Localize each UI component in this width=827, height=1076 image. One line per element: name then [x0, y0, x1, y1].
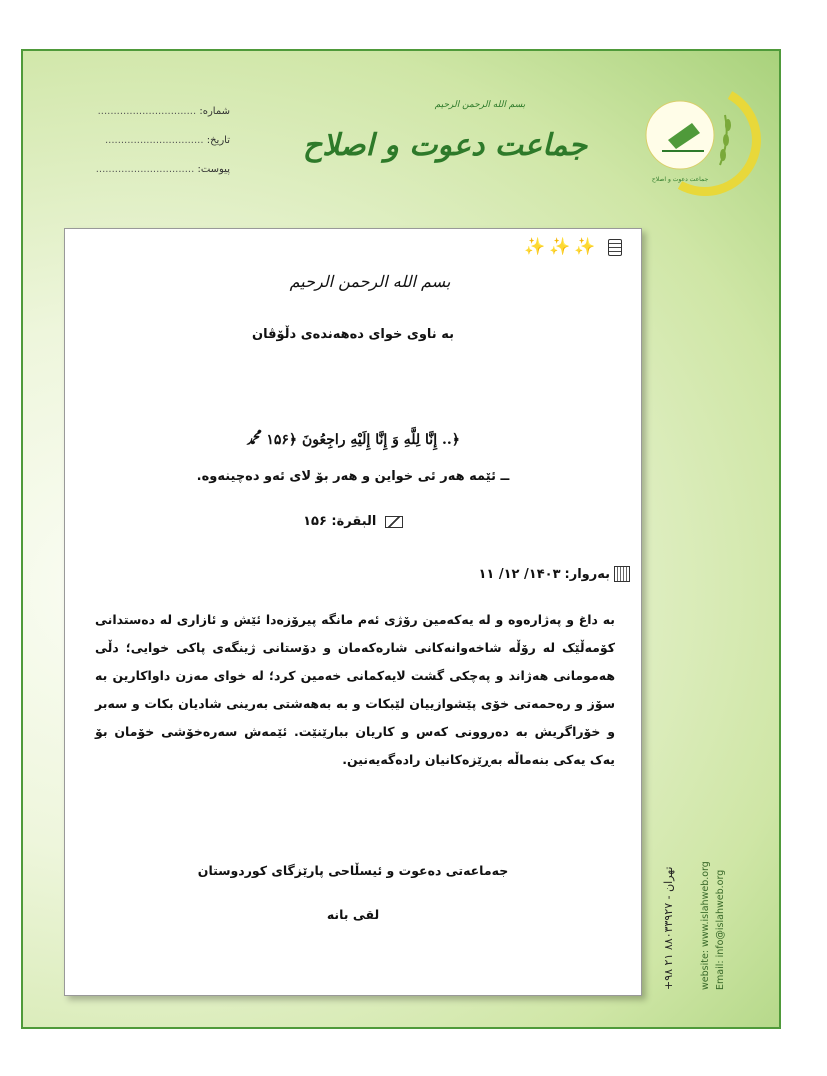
org-emblem-logo: [640, 85, 750, 195]
number-dots: ...............................: [97, 106, 197, 117]
sparkle-icon: ✨: [574, 237, 596, 257]
website-line: [700, 861, 715, 990]
verse-translation: ــ ئێمە هەر ئی خواین و هەر بۆ لای ئەو دەچینەوە.: [196, 469, 510, 484]
attachment-label: پیوست:: [197, 164, 230, 175]
verse-text: ﴿.. إِنَّا لِلَّهِ وَ إِنَّا إِلَيْهِ راجِعُونَ ﴿۱۵۶: [266, 432, 460, 448]
letter-heading: بە ناوی خوای دەهەندەی دڵۆڤان: [252, 327, 454, 342]
date-value: ۱۴۰۳/ ۱۲/ ۱۱: [478, 566, 561, 582]
date-field-label: تاریخ:: [206, 135, 230, 146]
reference-text: البقرة: ۱۵۶: [303, 514, 377, 529]
decoration-icons: [524, 236, 622, 258]
envelope-icon: [385, 516, 403, 528]
number-field: [80, 106, 230, 117]
email-label: Email:: [715, 960, 726, 990]
calendar-icon: [614, 566, 630, 582]
letter-body: بە داغ و پەژارەوە و لە یەکەمین رۆژی ئەم مانگە پیرۆزەدا ئێش و ئازاری لە دەستدانی کۆمەڵێک لە رۆڵە شاخەوانەکانی شارەکەمان و دۆستانی ژینگەی پاکی خوایی؛ دڵی هەمومانی هەژاند و پەچکی گشت لایەکمانی خەمین کرد؛ لە خوای مەزن داواکارین بە سۆز و رەحمەتی خۆی پێشوازییان لێبکات و بە بەهەشتی بەرینی شادیان بکات و سەبر و خۆراگریش بە دەروونی کەس و کاریان ببارێنێت. ئێمەش سەرەخۆشی خۆمان بۆ یەک یەکی بنەماڵە بەڕێزەکانیان رادەگەیەنین.: [95, 612, 615, 767]
clipboard-icon: [608, 239, 622, 256]
org-calligraphy-logo: [302, 85, 588, 175]
quran-verse: [64, 418, 642, 453]
date-dots: ...............................: [104, 135, 204, 146]
svg-text:جماعت دعوت و اصلاح: جماعت دعوت و اصلاح: [302, 128, 588, 163]
number-label: شماره:: [199, 106, 230, 117]
ornament-icon: ﷴ: [246, 432, 262, 448]
sparkle-icon: ✨: [549, 237, 571, 257]
email-line: [715, 861, 730, 990]
attachment-field: [80, 164, 230, 175]
basmala-calligraphy: [289, 253, 451, 303]
sparkle-icon: ✨: [524, 237, 546, 257]
signature: جەماعەتی دەعوت و ئیسڵاحی پارێزگای کوردوستان: [197, 863, 509, 878]
svg-text:بسم الله الرحمن الرحيم: بسم الله الرحمن الرحيم: [289, 272, 451, 291]
branch-name: لقی بانە: [326, 907, 380, 922]
attachment-dots: ...............................: [95, 164, 195, 175]
svg-text:بسم الله الرحمن الرحیم: بسم الله الرحمن الرحیم: [434, 100, 526, 110]
letter-date: [478, 566, 630, 582]
phone-number: تهران - ۸۸۰۳۳۹۲۷ ۲۱ ۹۸+: [662, 866, 675, 990]
email-link[interactable]: info@islahweb.org: [715, 869, 726, 958]
date-field: [80, 135, 230, 146]
website-label: website:: [700, 949, 711, 990]
contact-info: [700, 861, 730, 990]
website-link[interactable]: www.islahweb.org: [700, 861, 711, 947]
verse-reference: [64, 514, 642, 529]
date-label: بەروار:: [564, 566, 610, 582]
svg-text:جماعت دعوت و اصلاح: جماعت دعوت و اصلاح: [651, 176, 709, 183]
